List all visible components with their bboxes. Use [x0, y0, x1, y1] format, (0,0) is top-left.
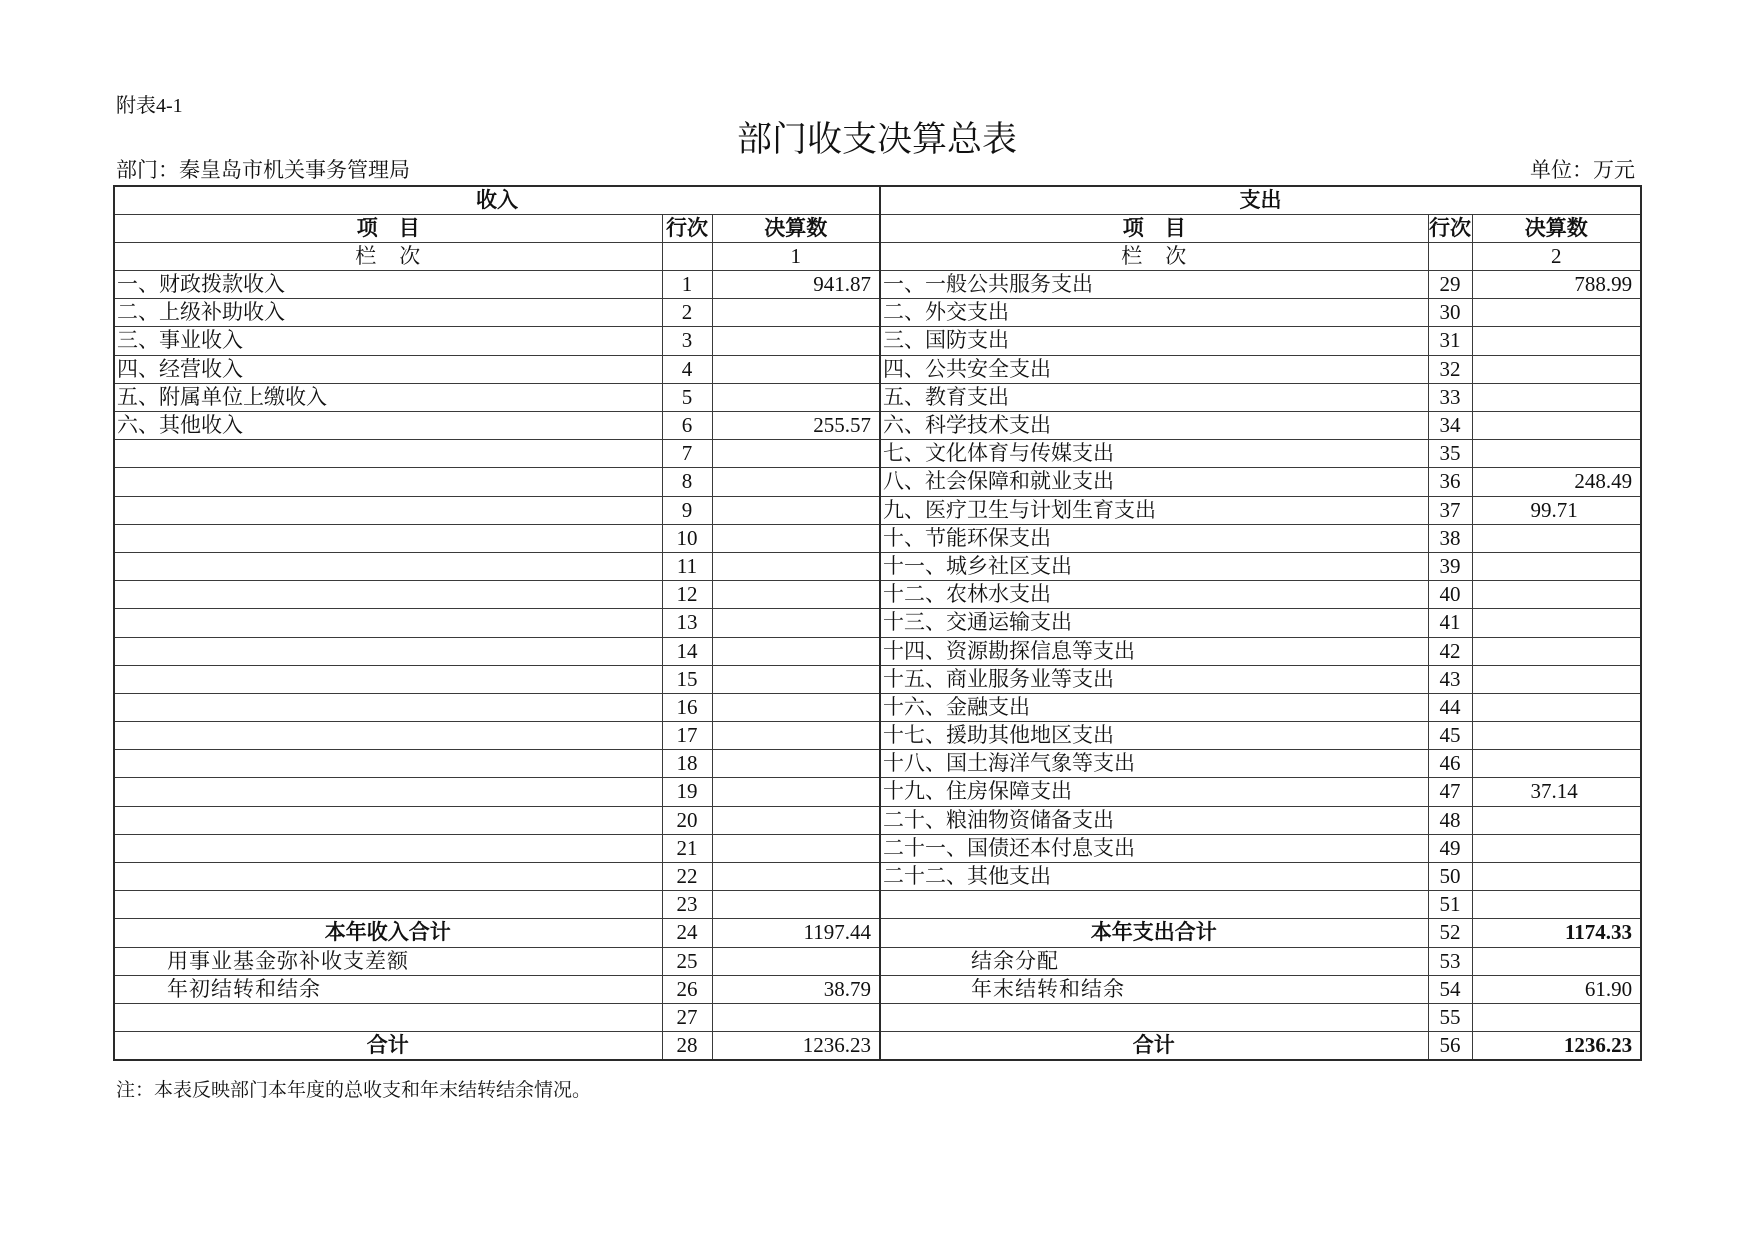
expense-amount — [1472, 383, 1641, 411]
table-row — [114, 806, 1641, 834]
expense-item: 一、一般公共服务支出 — [880, 271, 1428, 299]
table-row — [114, 271, 1641, 299]
income-item — [114, 581, 662, 609]
income-line-no: 13 — [662, 609, 712, 637]
table-row — [114, 412, 1641, 440]
expense-item: 二十二、其他支出 — [880, 863, 1428, 891]
table-row — [114, 524, 1641, 552]
table-row — [114, 355, 1641, 383]
expense-item-header: 项 目 — [880, 214, 1428, 242]
expense-amount: 1236.23 — [1472, 1032, 1641, 1060]
expense-line-no: 44 — [1428, 693, 1472, 721]
income-line-no: 23 — [662, 891, 712, 919]
income-line-no: 1 — [662, 271, 712, 299]
expense-item: 四、公共安全支出 — [880, 355, 1428, 383]
income-item: 四、经营收入 — [114, 355, 662, 383]
income-line-no: 6 — [662, 412, 712, 440]
income-amount-header: 决算数 — [712, 214, 880, 242]
income-item — [114, 778, 662, 806]
expense-amount — [1472, 440, 1641, 468]
expense-item: 五、教育支出 — [880, 383, 1428, 411]
income-line-no: 22 — [662, 863, 712, 891]
expense-line-no: 50 — [1428, 863, 1472, 891]
expense-item: 九、医疗卫生与计划生育支出 — [880, 496, 1428, 524]
income-item — [114, 750, 662, 778]
expense-line-no: 41 — [1428, 609, 1472, 637]
income-item: 用事业基金弥补收支差额 — [114, 947, 662, 975]
table-note: 注：本表反映部门本年度的总收支和年末结转结余情况。 — [116, 1080, 592, 1101]
expense-item: 年末结转和结余 — [880, 975, 1428, 1003]
expense-section-header: 支出 — [880, 186, 1641, 214]
income-amount — [712, 440, 880, 468]
expense-amount: 1174.33 — [1472, 919, 1641, 947]
table-row — [114, 834, 1641, 862]
income-line-no-index — [662, 242, 712, 270]
expense-amount — [1472, 609, 1641, 637]
income-amount — [712, 299, 880, 327]
expense-item: 二十一、国债还本付息支出 — [880, 834, 1428, 862]
table-body — [114, 271, 1641, 1060]
expense-amount-header: 决算数 — [1472, 214, 1641, 242]
income-line-no: 10 — [662, 524, 712, 552]
expense-line-no: 32 — [1428, 355, 1472, 383]
income-line-no: 12 — [662, 581, 712, 609]
expense-item: 八、社会保障和就业支出 — [880, 468, 1428, 496]
income-amount — [712, 947, 880, 975]
column-index-row — [114, 242, 1641, 270]
table-row — [114, 299, 1641, 327]
income-line-no: 2 — [662, 299, 712, 327]
income-amount — [712, 750, 880, 778]
expense-line-no: 39 — [1428, 552, 1472, 580]
table-row — [114, 581, 1641, 609]
income-amount — [712, 496, 880, 524]
income-item — [114, 552, 662, 580]
expense-item: 十八、国土海洋气象等支出 — [880, 750, 1428, 778]
expense-item: 三、国防支出 — [880, 327, 1428, 355]
income-amount — [712, 524, 880, 552]
income-item — [114, 468, 662, 496]
income-line-no: 20 — [662, 806, 712, 834]
income-item: 一、财政拨款收入 — [114, 271, 662, 299]
expense-amount — [1472, 863, 1641, 891]
expense-amount — [1472, 552, 1641, 580]
expense-item: 六、科学技术支出 — [880, 412, 1428, 440]
income-line-no: 11 — [662, 552, 712, 580]
income-item — [114, 834, 662, 862]
income-item — [114, 863, 662, 891]
income-item-header: 项 目 — [114, 214, 662, 242]
income-amount — [712, 693, 880, 721]
income-amount: 38.79 — [712, 975, 880, 1003]
income-item — [114, 496, 662, 524]
table-row — [114, 665, 1641, 693]
expense-item: 合计 — [880, 1032, 1428, 1060]
column-header-row — [114, 214, 1641, 242]
income-amount — [712, 637, 880, 665]
expense-amount: 99.71 — [1472, 496, 1641, 524]
expense-item: 十五、商业服务业等支出 — [880, 665, 1428, 693]
income-column-order-label: 栏 次 — [114, 242, 662, 270]
table-row — [114, 722, 1641, 750]
table-row — [114, 1032, 1641, 1060]
income-line-no: 26 — [662, 975, 712, 1003]
income-line-no: 21 — [662, 834, 712, 862]
table-row — [114, 468, 1641, 496]
income-item: 三、事业收入 — [114, 327, 662, 355]
expense-item: 结余分配 — [880, 947, 1428, 975]
income-item — [114, 665, 662, 693]
income-item: 年初结转和结余 — [114, 975, 662, 1003]
income-amount — [712, 722, 880, 750]
expense-item: 十、节能环保支出 — [880, 524, 1428, 552]
income-amount: 1197.44 — [712, 919, 880, 947]
income-expense-table — [113, 185, 1642, 1061]
income-amount — [712, 383, 880, 411]
expense-amount — [1472, 412, 1641, 440]
expense-amount — [1472, 327, 1641, 355]
expense-line-no: 47 — [1428, 778, 1472, 806]
income-amount — [712, 468, 880, 496]
income-item — [114, 722, 662, 750]
income-item — [114, 609, 662, 637]
expense-column-index: 2 — [1472, 242, 1641, 270]
expense-item: 二十、粮油物资储备支出 — [880, 806, 1428, 834]
income-line-no: 3 — [662, 327, 712, 355]
expense-item: 七、文化体育与传媒支出 — [880, 440, 1428, 468]
expense-line-no: 52 — [1428, 919, 1472, 947]
expense-line-no-header: 行次 — [1428, 214, 1472, 242]
expense-item — [880, 891, 1428, 919]
income-item — [114, 524, 662, 552]
page-title: 部门收支决算总表 — [736, 120, 1017, 159]
table-header — [114, 186, 1641, 271]
expense-line-no: 34 — [1428, 412, 1472, 440]
expense-amount — [1472, 750, 1641, 778]
income-amount — [712, 581, 880, 609]
expense-amount — [1472, 947, 1641, 975]
income-amount — [712, 327, 880, 355]
table-row — [114, 863, 1641, 891]
expense-line-no: 35 — [1428, 440, 1472, 468]
expense-item: 十一、城乡社区支出 — [880, 552, 1428, 580]
income-line-no-header: 行次 — [662, 214, 712, 242]
expense-line-no: 46 — [1428, 750, 1472, 778]
expense-line-no: 55 — [1428, 1003, 1472, 1031]
table-row — [114, 919, 1641, 947]
expense-amount — [1472, 581, 1641, 609]
expense-amount: 788.99 — [1472, 271, 1641, 299]
income-amount — [712, 778, 880, 806]
income-line-no: 15 — [662, 665, 712, 693]
expense-item: 本年支出合计 — [880, 919, 1428, 947]
table-row — [114, 750, 1641, 778]
income-line-no: 14 — [662, 637, 712, 665]
table-row — [114, 609, 1641, 637]
expense-line-no: 53 — [1428, 947, 1472, 975]
income-line-no: 16 — [662, 693, 712, 721]
table-row — [114, 947, 1641, 975]
income-section-header: 收入 — [114, 186, 880, 214]
income-line-no: 19 — [662, 778, 712, 806]
income-line-no: 28 — [662, 1032, 712, 1060]
income-amount: 255.57 — [712, 412, 880, 440]
income-amount — [712, 355, 880, 383]
section-header-row — [114, 186, 1641, 214]
expense-line-no: 36 — [1428, 468, 1472, 496]
expense-item — [880, 1003, 1428, 1031]
expense-amount — [1472, 355, 1641, 383]
income-amount — [712, 1003, 880, 1031]
table-row — [114, 891, 1641, 919]
expense-amount: 61.90 — [1472, 975, 1641, 1003]
expense-line-no: 38 — [1428, 524, 1472, 552]
table-row — [114, 440, 1641, 468]
income-amount — [712, 834, 880, 862]
income-item — [114, 891, 662, 919]
expense-line-no: 30 — [1428, 299, 1472, 327]
table-row — [114, 327, 1641, 355]
income-amount: 941.87 — [712, 271, 880, 299]
expense-line-no: 37 — [1428, 496, 1472, 524]
expense-line-no: 49 — [1428, 834, 1472, 862]
expense-amount — [1472, 524, 1641, 552]
income-item — [114, 693, 662, 721]
attachment-number: 附表4-1 — [116, 95, 183, 117]
expense-amount: 248.49 — [1472, 468, 1641, 496]
income-item: 合计 — [114, 1032, 662, 1060]
expense-line-no: 45 — [1428, 722, 1472, 750]
department-label: 部门：秦皇岛市机关事务管理局 — [116, 158, 410, 182]
expense-line-no: 54 — [1428, 975, 1472, 1003]
expense-amount — [1472, 299, 1641, 327]
table-row — [114, 496, 1641, 524]
expense-item: 十六、金融支出 — [880, 693, 1428, 721]
table-row — [114, 693, 1641, 721]
income-amount: 1236.23 — [712, 1032, 880, 1060]
expense-line-no: 29 — [1428, 271, 1472, 299]
expense-amount — [1472, 637, 1641, 665]
expense-item: 十三、交通运输支出 — [880, 609, 1428, 637]
expense-item: 十四、资源勘探信息等支出 — [880, 637, 1428, 665]
expense-line-no: 43 — [1428, 665, 1472, 693]
income-amount — [712, 609, 880, 637]
income-item — [114, 806, 662, 834]
expense-amount — [1472, 722, 1641, 750]
expense-item: 十二、农林水支出 — [880, 581, 1428, 609]
expense-line-no: 48 — [1428, 806, 1472, 834]
income-line-no: 8 — [662, 468, 712, 496]
expense-amount: 37.14 — [1472, 778, 1641, 806]
expense-line-no: 40 — [1428, 581, 1472, 609]
table-row — [114, 1003, 1641, 1031]
expense-line-no: 31 — [1428, 327, 1472, 355]
income-amount — [712, 863, 880, 891]
expense-column-order-label: 栏 次 — [880, 242, 1428, 270]
income-item — [114, 637, 662, 665]
income-line-no: 17 — [662, 722, 712, 750]
income-line-no: 27 — [662, 1003, 712, 1031]
expense-item: 二、外交支出 — [880, 299, 1428, 327]
expense-line-no-index — [1428, 242, 1472, 270]
table-row — [114, 383, 1641, 411]
income-amount — [712, 552, 880, 580]
income-amount — [712, 665, 880, 693]
expense-amount — [1472, 693, 1641, 721]
table-row — [114, 637, 1641, 665]
income-item: 六、其他收入 — [114, 412, 662, 440]
income-item: 二、上级补助收入 — [114, 299, 662, 327]
income-item: 五、附属单位上缴收入 — [114, 383, 662, 411]
income-line-no: 24 — [662, 919, 712, 947]
expense-amount — [1472, 834, 1641, 862]
expense-amount — [1472, 806, 1641, 834]
expense-line-no: 51 — [1428, 891, 1472, 919]
income-line-no: 18 — [662, 750, 712, 778]
income-line-no: 9 — [662, 496, 712, 524]
expense-amount — [1472, 665, 1641, 693]
expense-item: 十九、住房保障支出 — [880, 778, 1428, 806]
expense-amount — [1472, 891, 1641, 919]
expense-line-no: 42 — [1428, 637, 1472, 665]
income-item: 本年收入合计 — [114, 919, 662, 947]
income-amount — [712, 806, 880, 834]
expense-line-no: 56 — [1428, 1032, 1472, 1060]
income-item — [114, 1003, 662, 1031]
income-amount — [712, 891, 880, 919]
table-row — [114, 778, 1641, 806]
expense-line-no: 33 — [1428, 383, 1472, 411]
income-column-index: 1 — [712, 242, 880, 270]
expense-amount — [1472, 1003, 1641, 1031]
income-line-no: 4 — [662, 355, 712, 383]
unit-label: 单位：万元 — [1530, 158, 1635, 182]
income-line-no: 25 — [662, 947, 712, 975]
table-row — [114, 552, 1641, 580]
income-item — [114, 440, 662, 468]
income-line-no: 5 — [662, 383, 712, 411]
income-line-no: 7 — [662, 440, 712, 468]
table-row — [114, 975, 1641, 1003]
expense-item: 十七、援助其他地区支出 — [880, 722, 1428, 750]
